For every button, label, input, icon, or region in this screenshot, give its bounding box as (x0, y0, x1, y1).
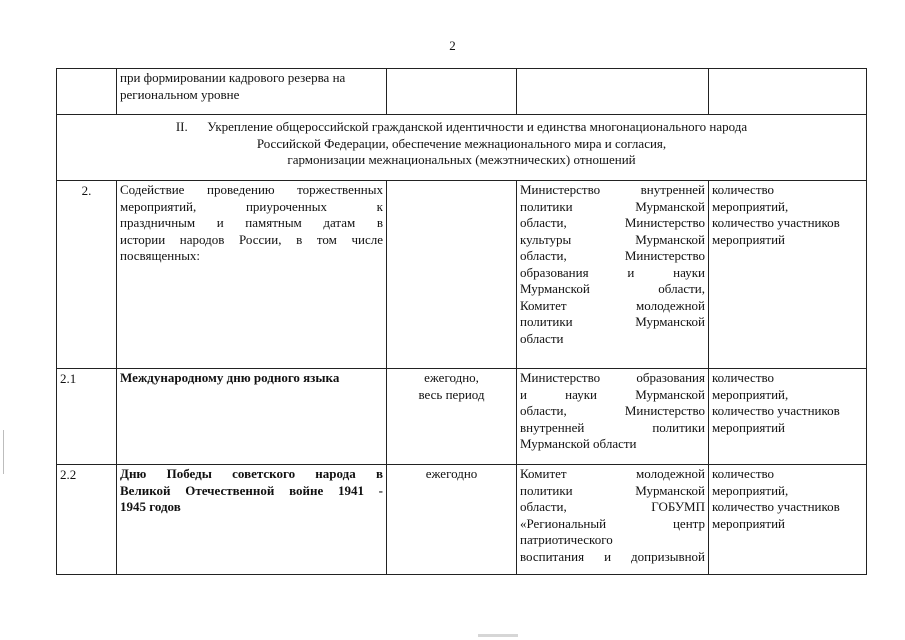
measure-name-line: посвященных: (120, 248, 201, 263)
executor-line: области (520, 330, 564, 346)
term-line: ежегодно (425, 466, 478, 481)
table-row (57, 69, 867, 115)
indicator-cell (709, 181, 867, 369)
section-title (57, 115, 867, 181)
measure-name-line: мероприятий, приуроченных к (120, 198, 383, 214)
executor-line: политики Мурманской (520, 482, 705, 498)
term-line: ежегодно, (424, 370, 479, 385)
measure-name-line: при формировании кадрового резерва на (120, 70, 346, 85)
indicator-line: мероприятий (712, 231, 785, 247)
indicator-cell (709, 369, 867, 465)
measure-name-cell (117, 181, 387, 369)
indicator-line: мероприятий (712, 515, 785, 531)
term-cell (387, 69, 517, 115)
indicator-line: количество (712, 370, 775, 385)
indicator-cell (709, 69, 867, 115)
executor-line: культуры Мурманской (520, 231, 705, 247)
indicator-line: количество (712, 466, 775, 481)
section-header-row (57, 115, 867, 181)
executor-line: Министерство образования (520, 370, 705, 385)
section-title-line: гармонизации межнациональных (межэтнических) отношений (287, 152, 636, 167)
term-line: весь период (418, 386, 485, 402)
row-number-cell: 2.2 (57, 465, 117, 575)
indicator-line: мероприятий (712, 419, 785, 435)
table-row (57, 181, 867, 369)
section-title-line: Укрепление общероссийской гражданской идентичности и единства многонационального народа (207, 119, 748, 134)
executor-line: Комитет молодежной (520, 466, 705, 481)
indicator-line: мероприятий, (712, 482, 789, 498)
indicator-line: количество участников (712, 215, 840, 230)
executor-cell (517, 181, 709, 369)
indicator-cell (709, 465, 867, 575)
executor-line: политики Мурманской (520, 198, 705, 214)
page-number: 2 (449, 38, 456, 53)
executor-line: политики Мурманской (520, 314, 705, 329)
indicator-line: количество участников (712, 403, 840, 418)
executor-cell (517, 69, 709, 115)
executor-line: «Региональный центр (520, 515, 705, 531)
executor-line: области, Министерство (520, 248, 705, 263)
measure-name-line: 1945 годов (120, 499, 181, 514)
executor-cell (517, 369, 709, 465)
scan-bottom-mark (478, 634, 518, 637)
table-row (57, 465, 867, 575)
executor-line: Мурманской области (520, 436, 637, 451)
term-cell (387, 369, 517, 465)
measure-name-cell (117, 465, 387, 575)
row-number-cell: 2.1 (57, 369, 117, 465)
indicator-line: количество (712, 182, 775, 197)
executor-line: воспитания и допризывной (520, 548, 705, 564)
measure-name-line: региональном уровне (120, 86, 240, 102)
executor-line: области, ГОБУМП (520, 499, 705, 514)
indicator-line: мероприятий, (712, 198, 789, 214)
row-number-cell (57, 69, 117, 115)
executor-line: внутренней политики (520, 419, 705, 435)
executor-line: образования и науки (520, 264, 705, 280)
scan-edge-mark (3, 430, 4, 474)
measure-name-cell (117, 369, 387, 465)
table-row (57, 369, 867, 465)
measure-name-line: Дню Победы советского народа в (120, 466, 383, 481)
executor-line: и науки Мурманской (520, 386, 705, 402)
measure-name-line: истории народов России, в том числе (120, 231, 383, 247)
indicator-line: количество участников (712, 499, 840, 514)
measure-name-line: Международному дню родного языка (120, 370, 340, 385)
executor-line: патриотического (520, 532, 613, 547)
executor-line: области, Министерство (520, 215, 705, 230)
executor-line: Мурманской области, (520, 281, 705, 296)
measures-table (56, 68, 867, 575)
section-roman-numeral: II. (175, 119, 188, 134)
term-cell (387, 465, 517, 575)
measure-name-line: Великой Отечественной войне 1941 - (120, 482, 383, 498)
term-cell (387, 181, 517, 369)
executor-line: Министерство внутренней (520, 182, 705, 197)
section-title-line: Российской Федерации, обеспечение межнационального мира и согласия, (256, 135, 667, 151)
executor-line: Комитет молодежной (520, 297, 705, 313)
measure-name-line: Содействие проведению торжественных (120, 182, 383, 197)
executor-line: области, Министерство (520, 403, 705, 418)
measure-name-cell (117, 69, 387, 115)
measure-name-line: праздничным и памятным датам в (120, 215, 383, 230)
indicator-line: мероприятий, (712, 386, 789, 402)
executor-cell (517, 465, 709, 575)
row-number-cell: 2. (57, 181, 117, 369)
